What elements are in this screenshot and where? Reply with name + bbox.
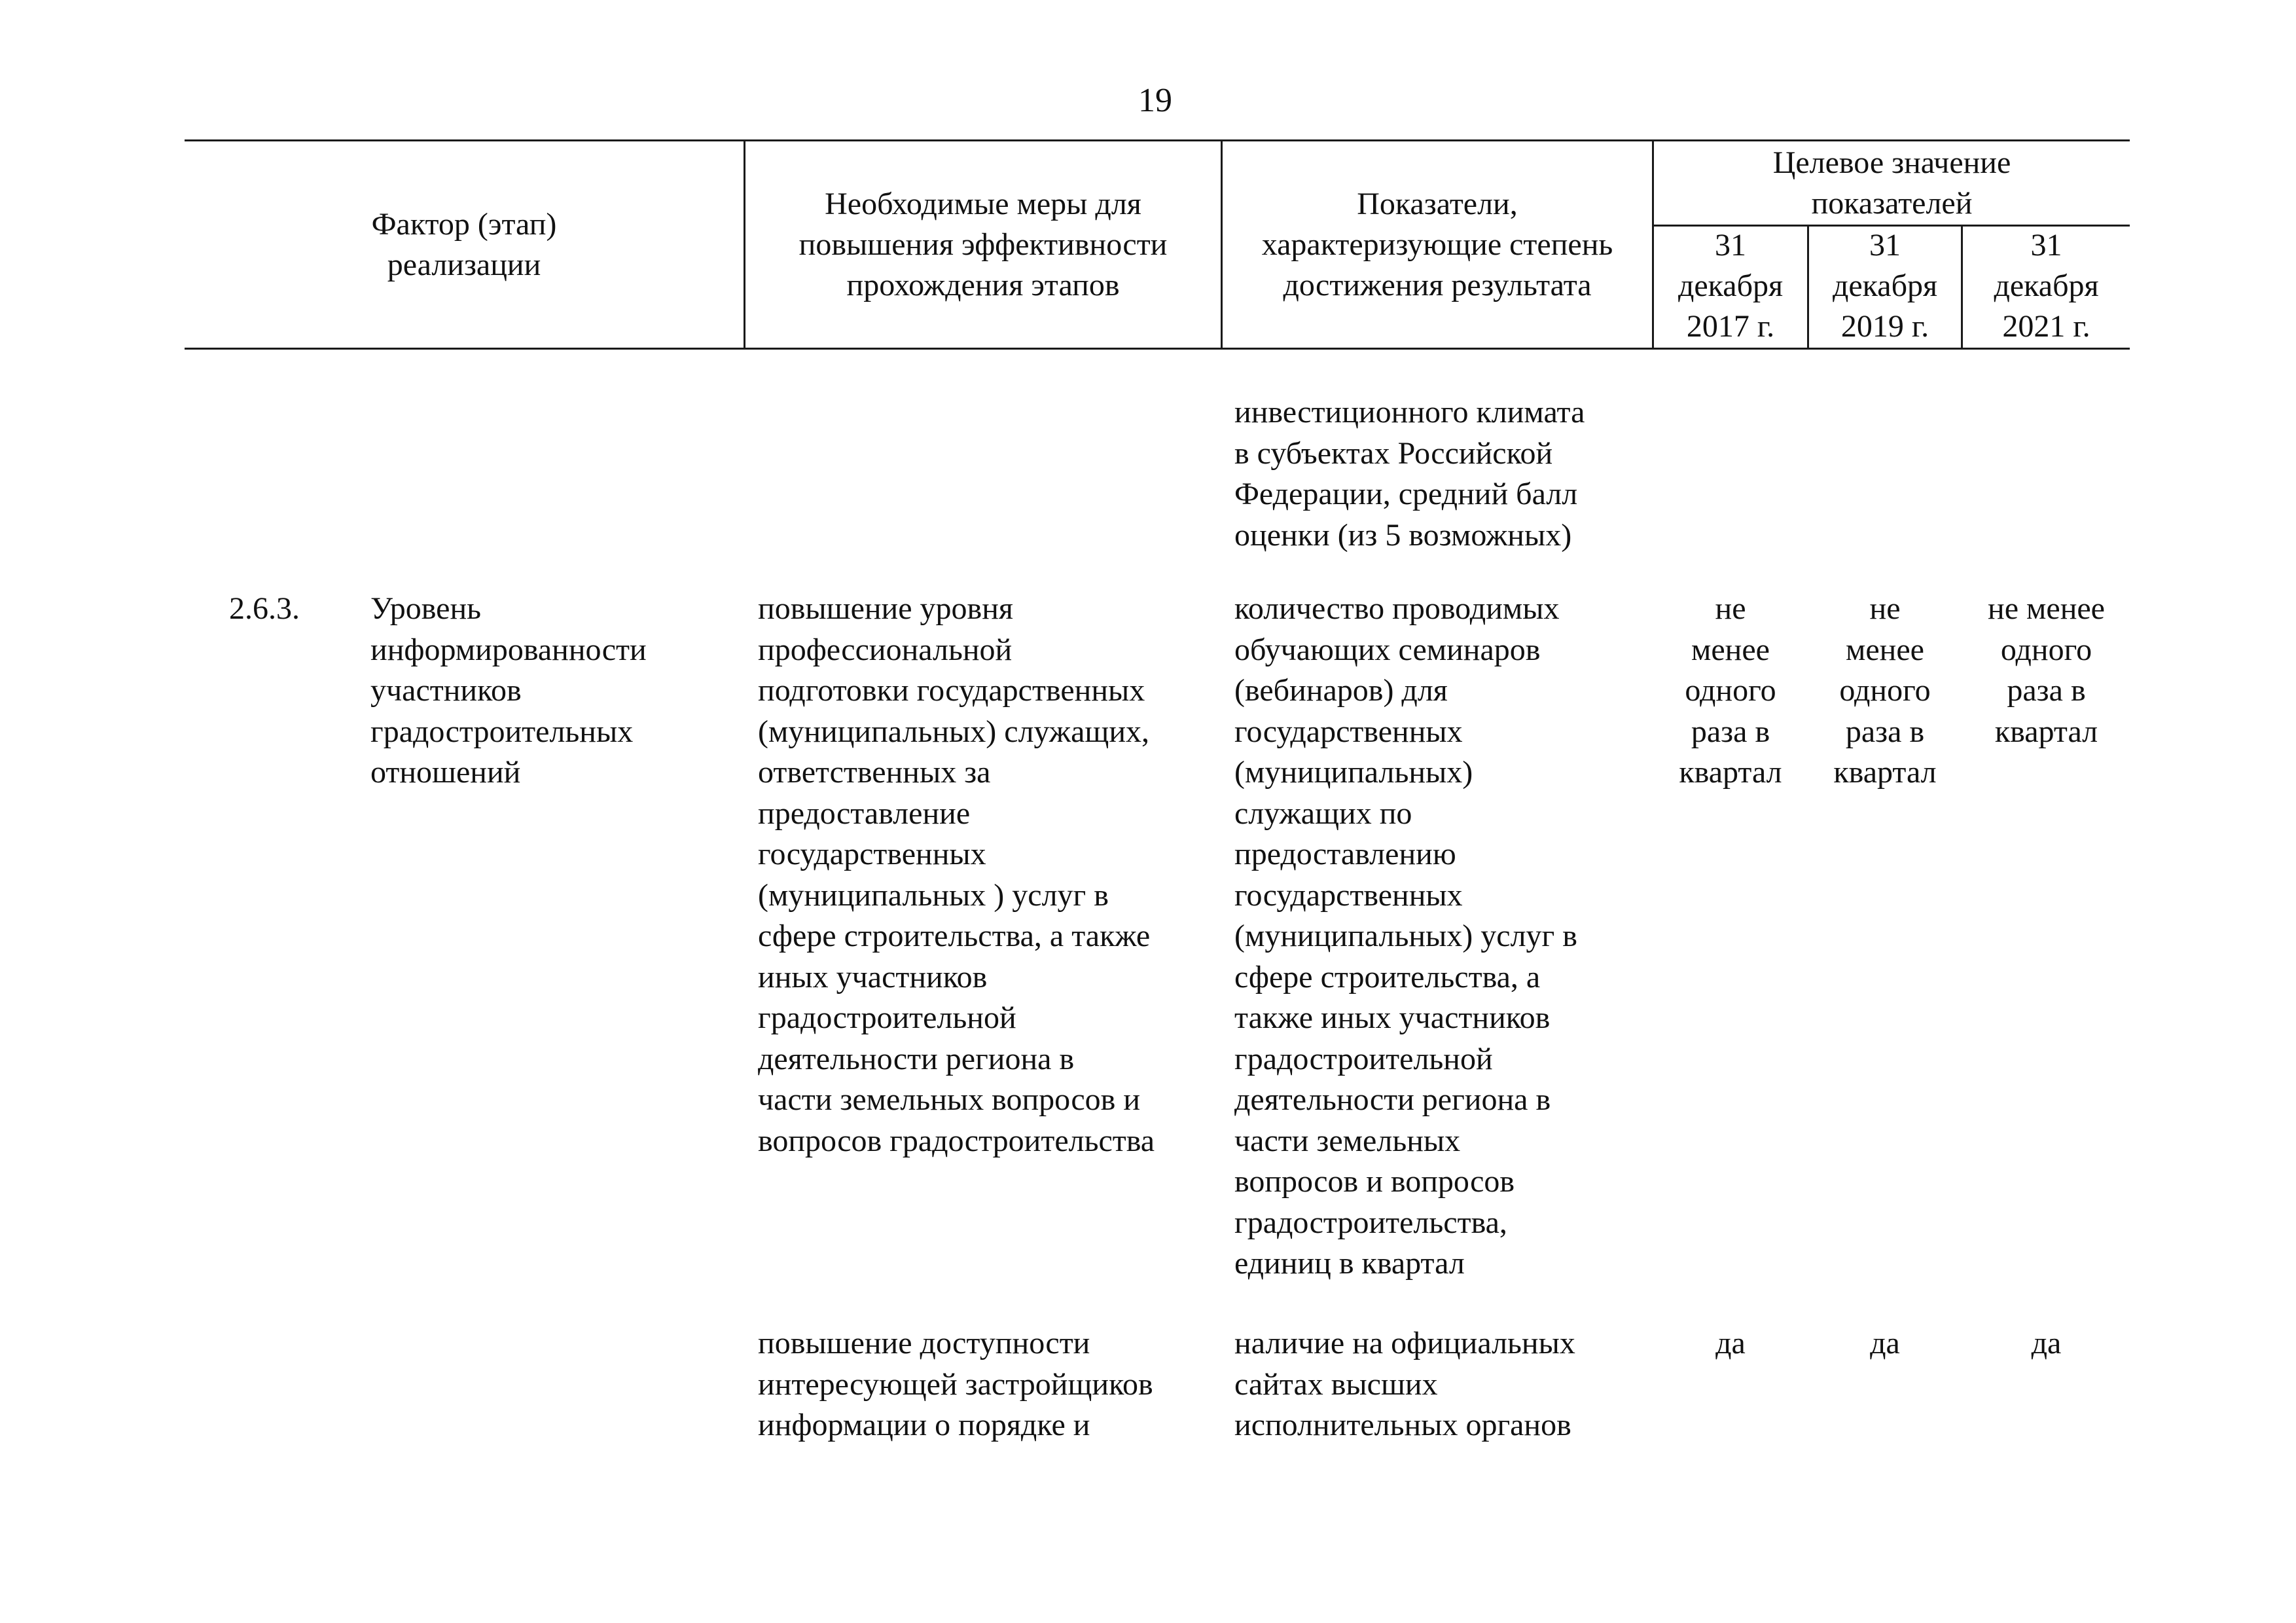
row2-value-2017: да (1715, 1326, 1746, 1360)
row2-value-2019: да (1870, 1326, 1900, 1360)
row1-value-2021: не менее одного раза в квартал (1988, 591, 2105, 749)
header-target-group: Целевое значение показателей (1772, 145, 2011, 221)
row2-value-2021: да (2031, 1326, 2062, 1360)
row2-measure: повышение доступности интересующей застройщиков информации о порядке и (758, 1326, 1153, 1442)
header-year-2021: 31 декабря 2021 г. (1994, 228, 2099, 344)
row2-indicator: наличие на официальных сайтах высших исполнительных органов (1234, 1326, 1575, 1442)
row1-value-2019: не менее одного раза в квартал (1833, 591, 1937, 790)
header-year-2019: 31 декабря 2019 г. (1832, 228, 1938, 344)
header-measures: Необходимые меры для повышения эффективности прохождения этапов (798, 187, 1168, 302)
row1-measure: повышение уровня профессиональной подготовки государственных (муниципальных) служащих, ответственных за предоставление государственных (муниципальных ) услуг в сфере строительства, а также иных участников градостроительной деятельности региона в части земельных вопросов и вопросов градостроительства (758, 591, 1155, 1158)
continuation-indicator: инвестиционного климата в субъектах Российской Федерации, средний балл оценки (из 5 возможных) (1234, 395, 1585, 553)
header-year-2017: 31 декабря 2017 г. (1677, 228, 1784, 344)
table-header-bottom-border (185, 348, 2130, 350)
header-factor: Фактор (этап) реализации (371, 207, 557, 282)
section-number: 2.6.3. (229, 591, 300, 626)
row1-value-2017: не менее одного раза в квартал (1679, 591, 1782, 790)
table-top-border (185, 139, 2130, 141)
header-indicators: Показатели, характеризующие степень достижения результата (1261, 187, 1613, 302)
row1-indicator: количество проводимых обучающих семинаров (вебинаров) для государственных (муниципальных) служащих по предоставлению государственных (муниципальных) услуг в сфере строительства, а также иных участников градостроительной деятельности региона в части земельных вопросов и вопросов градостроительства, единиц в квартал (1234, 591, 1577, 1281)
page-number: 19 (1138, 82, 1172, 119)
section-factor: Уровень информированности участников градостроительных отношений (370, 591, 647, 790)
